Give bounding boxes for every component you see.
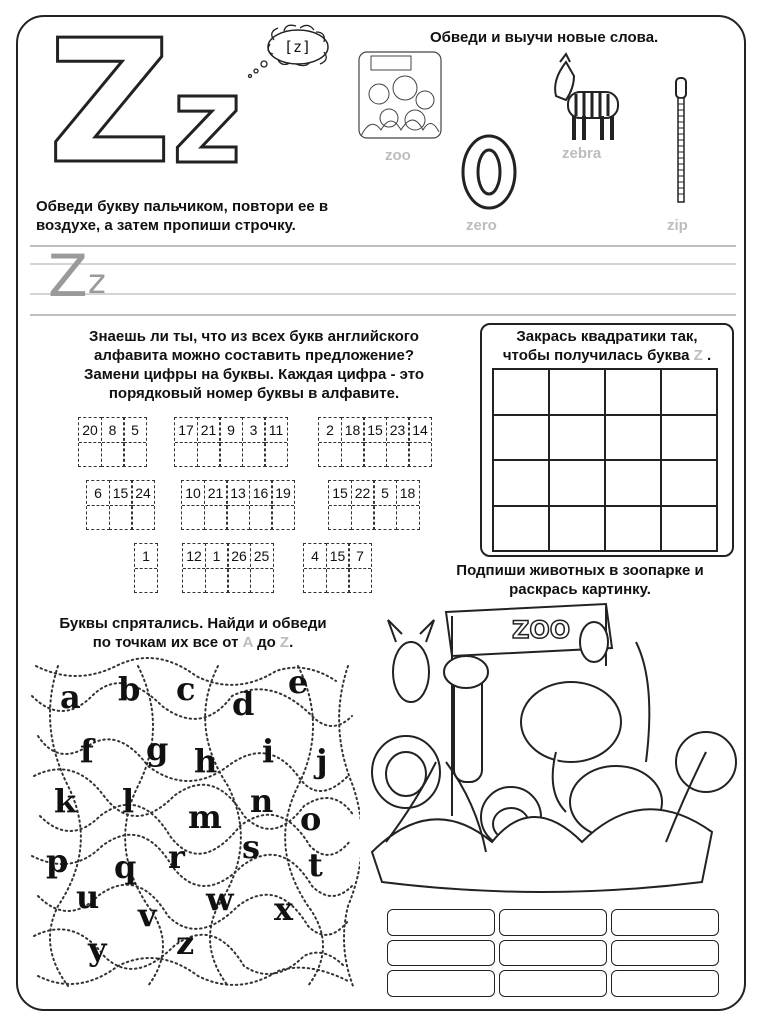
cipher-word-2	[174, 417, 287, 467]
hidden-letter: l	[122, 782, 135, 820]
cipher-word-7	[134, 543, 157, 593]
zebra-picture	[540, 52, 626, 144]
writing-lines	[30, 244, 736, 317]
grid-cell[interactable]	[605, 369, 661, 415]
hidden-letter: j	[316, 742, 328, 780]
answer-box[interactable]	[611, 909, 719, 936]
answer-box[interactable]	[611, 970, 719, 997]
trace-instruction-line-1: Обведи букву пальчиком, повтори ее в	[36, 198, 329, 215]
hidden-letter: g	[146, 730, 169, 768]
cipher-cell[interactable]: 15	[363, 417, 387, 467]
hidden-letter: w	[206, 880, 234, 918]
answer-box[interactable]	[499, 909, 607, 936]
cipher-cell[interactable]: 16	[249, 480, 273, 530]
cipher-cell[interactable]: 1	[134, 543, 158, 593]
grid-task-line-2: чтобы получилась буква Z .	[502, 347, 712, 364]
cipher-cell[interactable]: 24	[131, 480, 155, 530]
cipher-cell[interactable]: 18	[396, 480, 420, 530]
grid-cell[interactable]	[661, 415, 717, 461]
learn-words-title: Обведи и выучи новые слова.	[430, 29, 659, 46]
hidden-letter: c	[176, 670, 196, 708]
cipher-cell[interactable]: 18	[341, 417, 365, 467]
zoo-sign-text: ZOO	[512, 616, 571, 644]
grid-cell[interactable]	[661, 506, 717, 552]
hidden-letter: r	[168, 838, 185, 876]
zero-picture	[458, 130, 520, 214]
grid-cell[interactable]	[549, 415, 605, 461]
cipher-cell[interactable]: 21	[204, 480, 228, 530]
cipher-instruction-line-1: Знаешь ли ты, что из всех букв английского	[89, 328, 419, 345]
hidden-letter: d	[232, 685, 255, 723]
cipher-word-9	[303, 543, 371, 593]
grid-cell[interactable]	[493, 369, 549, 415]
grid-cell[interactable]	[605, 415, 661, 461]
cipher-cell[interactable]: 17	[174, 417, 198, 467]
hidden-letter: k	[54, 782, 77, 820]
answer-box[interactable]	[499, 970, 607, 997]
hidden-letter: b	[118, 670, 141, 708]
zoo-task-instruction	[420, 561, 740, 599]
answer-box[interactable]	[387, 909, 495, 936]
cipher-cell[interactable]: 21	[197, 417, 221, 467]
grid-cell[interactable]	[661, 460, 717, 506]
cipher-cell[interactable]: 11	[264, 417, 288, 467]
cipher-cell[interactable]: 14	[408, 417, 432, 467]
grid-cell[interactable]	[549, 506, 605, 552]
cipher-cell[interactable]: 26	[227, 543, 251, 593]
grid-cell[interactable]	[605, 506, 661, 552]
cipher-word-3	[318, 417, 431, 467]
answer-box[interactable]	[387, 970, 495, 997]
trace-sample-upper: Z	[48, 242, 88, 310]
hidden-letter: s	[242, 828, 261, 866]
cipher-cell[interactable]: 9	[219, 417, 243, 467]
cipher-word-1	[78, 417, 146, 467]
coloring-grid	[492, 368, 718, 552]
trace-instruction-line-2: воздухе, а затем пропиши строчку.	[36, 217, 296, 234]
zoo-task-line-1: Подпиши животных в зоопарке и	[456, 562, 704, 579]
vocab-zero-label: zero	[466, 217, 497, 234]
grid-cell[interactable]	[493, 460, 549, 506]
cipher-instruction	[44, 327, 464, 403]
hidden-letter: u	[76, 878, 100, 916]
cipher-cell[interactable]: 22	[351, 480, 375, 530]
cipher-cell[interactable]: 15	[109, 480, 133, 530]
answer-box[interactable]	[387, 940, 495, 967]
cipher-cell[interactable]: 6	[86, 480, 110, 530]
vocab-zip-label: zip	[667, 217, 688, 234]
hidden-letter: i	[262, 732, 275, 770]
cipher-cell[interactable]: 1	[205, 543, 229, 593]
grid-cell[interactable]	[661, 369, 717, 415]
hidden-letter: z	[176, 924, 195, 962]
cipher-cell[interactable]: 8	[101, 417, 125, 467]
cipher-instruction-line-4: порядковый номер буквы в алфавите.	[108, 385, 400, 402]
answer-box[interactable]	[499, 940, 607, 967]
grid-cell[interactable]	[549, 460, 605, 506]
cipher-word-8	[182, 543, 272, 593]
grid-cell[interactable]	[493, 415, 549, 461]
hidden-letter: o	[300, 800, 322, 838]
cipher-cell[interactable]: 5	[373, 480, 397, 530]
hidden-letter: h	[194, 742, 218, 780]
hidden-letter: x	[274, 890, 294, 928]
grid-task-letter: Z	[693, 347, 703, 364]
big-lowercase-z: z	[172, 52, 242, 191]
zip-picture	[670, 72, 692, 204]
zoo-picture	[355, 48, 445, 144]
hidden-letter: a	[60, 678, 81, 716]
hidden-letter: q	[114, 848, 137, 886]
cipher-cell[interactable]: 12	[182, 543, 206, 593]
cipher-word-5	[181, 480, 294, 530]
hidden-letter: e	[288, 663, 309, 701]
cipher-word-6	[328, 480, 418, 530]
cipher-instruction-line-2: алфавита можно составить предложение?	[94, 347, 414, 364]
cipher-cell[interactable]: 10	[181, 480, 205, 530]
hidden-letter: f	[80, 732, 94, 770]
grid-cell[interactable]	[605, 460, 661, 506]
hidden-letter: t	[308, 846, 323, 884]
cipher-cell[interactable]: 13	[226, 480, 250, 530]
hidden-letter: v	[138, 896, 157, 934]
grid-cell[interactable]	[493, 506, 549, 552]
cipher-cell[interactable]: 7	[348, 543, 372, 593]
cipher-cell[interactable]: 23	[386, 417, 410, 467]
zoo-task-line-2: раскрась картинку.	[509, 581, 651, 598]
cipher-cell[interactable]: 4	[303, 543, 327, 593]
grid-task-line-1: Закрась квадратики так,	[516, 328, 698, 345]
maze-line-1: Буквы спрятались. Найди и обведи	[59, 615, 327, 632]
cipher-cell[interactable]: 20	[78, 417, 102, 467]
cipher-cell[interactable]: 15	[326, 543, 350, 593]
cipher-cell[interactable]: 19	[271, 480, 295, 530]
zoo-coloring-picture	[366, 602, 740, 902]
cipher-cell[interactable]: 5	[123, 417, 147, 467]
cipher-word-4	[86, 480, 154, 530]
vocab-zoo-label: zoo	[385, 147, 411, 164]
maze-instruction	[28, 614, 358, 652]
maze-line-2: по точкам их все от A до Z.	[92, 634, 294, 651]
grid-cell[interactable]	[549, 369, 605, 415]
trace-sample-lower: z	[88, 262, 106, 302]
answer-box[interactable]	[611, 940, 719, 967]
vocab-zebra-label: zebra	[562, 145, 602, 162]
cipher-cell[interactable]: 25	[250, 543, 274, 593]
hidden-letter: n	[250, 782, 274, 820]
big-uppercase-z: Z	[48, 4, 172, 202]
cipher-instruction-line-3: Замени цифры на буквы. Каждая цифра - это	[83, 366, 425, 383]
hidden-letter: y	[88, 930, 107, 968]
trace-instruction	[36, 197, 416, 235]
hidden-letter: p	[46, 842, 69, 880]
cipher-cell[interactable]: 3	[242, 417, 266, 467]
transcription-text: [z]	[284, 38, 312, 56]
cipher-cell[interactable]: 15	[328, 480, 352, 530]
hidden-letter: m	[188, 798, 222, 836]
grid-task-instruction	[484, 327, 730, 365]
answer-boxes	[383, 905, 723, 1001]
cipher-cell[interactable]: 2	[318, 417, 342, 467]
